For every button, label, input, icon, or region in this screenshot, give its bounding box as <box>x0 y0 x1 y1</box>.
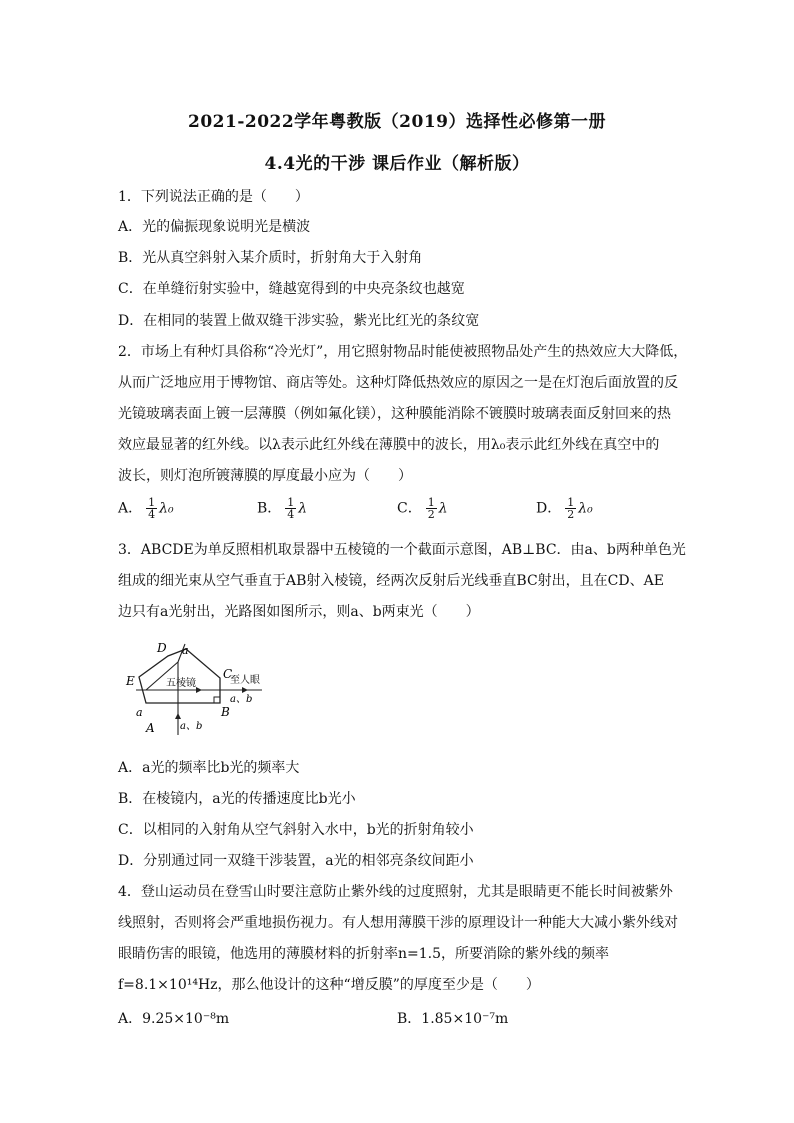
q4-line-1: 4．登山运动员在登雪山时要注意防止紫外线的过度照射，尤其是眼睛更不能长时间被紫外 <box>118 884 673 900</box>
label-eye: 至人眼 <box>230 675 260 686</box>
q2-option-d: D． $\frac{1}{2}$ λ₀ <box>536 496 593 521</box>
label-a-vertex: A <box>146 721 155 735</box>
q2-line-3: 光镜玻璃表面上镀一层薄膜（例如氟化镁），这种膜能消除不镀膜时玻璃表面反射回来的热 <box>118 406 671 422</box>
arrow-up <box>175 713 181 719</box>
label-prism: 五棱镜 <box>166 678 196 689</box>
q4-option-a: A．9.25×10⁻⁸m <box>118 1011 230 1027</box>
label-a-left: a <box>136 706 143 719</box>
arrow-right <box>196 687 202 693</box>
label-ab-right: a、b <box>230 694 253 705</box>
q2-line-2: 从而广泛地应用于博物馆、商店等处。这种灯降低热效应的原因之一是在灯泡后面放置的反 <box>118 375 678 391</box>
q2-line-1: 2．市场上有种灯具俗称“冷光灯”，用它照射物品时能使被照物品处产生的热效应大大降低， <box>118 344 688 360</box>
q2-line-5: 波长，则灯泡所镀薄膜的厚度最小应为（ ） <box>118 468 412 484</box>
fraction: $\frac{1}{4}$ <box>148 496 156 521</box>
label-b-vertex: B <box>221 705 230 719</box>
label-ab-bottom: a、b <box>180 721 203 732</box>
q3-line-2: 组成的细光束从空气垂直于AB射入棱镜，经两次反射后光线垂直BC射出，且在CD、AE <box>118 573 664 589</box>
q3-option-c: C．以相同的入射角从空气斜射入水中，b光的折射角较小 <box>118 822 474 838</box>
q1-option-b: B．光从真空斜射入某介质时，折射角大于入射角 <box>118 250 423 266</box>
q1-option-c: C．在单缝衍射实验中，缝越宽得到的中央亮条纹也越宽 <box>118 281 465 297</box>
q2-option-b: B． $\frac{1}{4}$ λ <box>257 496 308 521</box>
fraction: $\frac{1}{4}$ <box>287 496 295 521</box>
label-c: C <box>223 667 233 681</box>
fraction: $\frac{1}{2}$ <box>427 496 435 521</box>
pentaprism-diagram <box>118 634 268 744</box>
q1-option-d: D．在相同的装置上做双缝干涉实验，紫光比红光的条纹宽 <box>118 313 480 329</box>
right-angle-mark <box>214 697 220 703</box>
document-title: 2021-2022学年粤教版（2019）选择性必修第一册 <box>188 112 606 132</box>
q2-option-c: C． $\frac{1}{2}$ λ <box>397 496 448 521</box>
q4-line-2: 线照射，否则将会严重地损伤视力。有人想用薄膜干涉的原理设计一种能大大减小紫外线对 <box>118 915 678 931</box>
label-e: E <box>126 674 135 688</box>
document-subtitle: 4.4光的干涉 课后作业（解析版） <box>264 154 530 174</box>
label-d: D <box>157 641 167 655</box>
label-a-top: a <box>182 644 189 657</box>
q3-option-b: B．在棱镜内，a光的传播速度比b光小 <box>118 791 356 807</box>
q1-stem: 1．下列说法正确的是（ ） <box>118 189 309 205</box>
q2-line-4: 效应最显著的红外线。以λ表示此红外线在薄膜中的波长，用λ₀表示此红外线在真空中的 <box>118 437 660 453</box>
q1-option-a: A．光的偏振现象说明光是横波 <box>118 219 311 235</box>
q3-option-d: D．分别通过同一双缝干涉装置，a光的相邻亮条纹间距小 <box>118 853 474 869</box>
q3-line-1: 3．ABCDE为单反照相机取景器中五棱镜的一个截面示意图，AB⊥BC．由a、b两种单色光 <box>118 542 686 558</box>
q3-option-a: A．a光的频率比b光的频率大 <box>118 760 300 776</box>
arrow-right-2 <box>242 687 248 693</box>
q4-option-b: B．1.85×10⁻⁷m <box>397 1011 509 1027</box>
q3-line-3: 边只有a光射出，光路图如图所示，则a、b两束光（ ） <box>118 604 480 620</box>
q4-line-3: 眼睛伤害的眼镜，他选用的薄膜材料的折射率n=1.5，所要消除的紫外线的频率 <box>118 946 610 962</box>
q2-option-a: A． $\frac{1}{4}$ λ₀ <box>118 496 174 521</box>
fraction: $\frac{1}{2}$ <box>567 496 575 521</box>
q4-line-4: f=8.1×10¹⁴Hz，那么他设计的这种“增反膜”的厚度至少是（ ） <box>118 977 540 993</box>
